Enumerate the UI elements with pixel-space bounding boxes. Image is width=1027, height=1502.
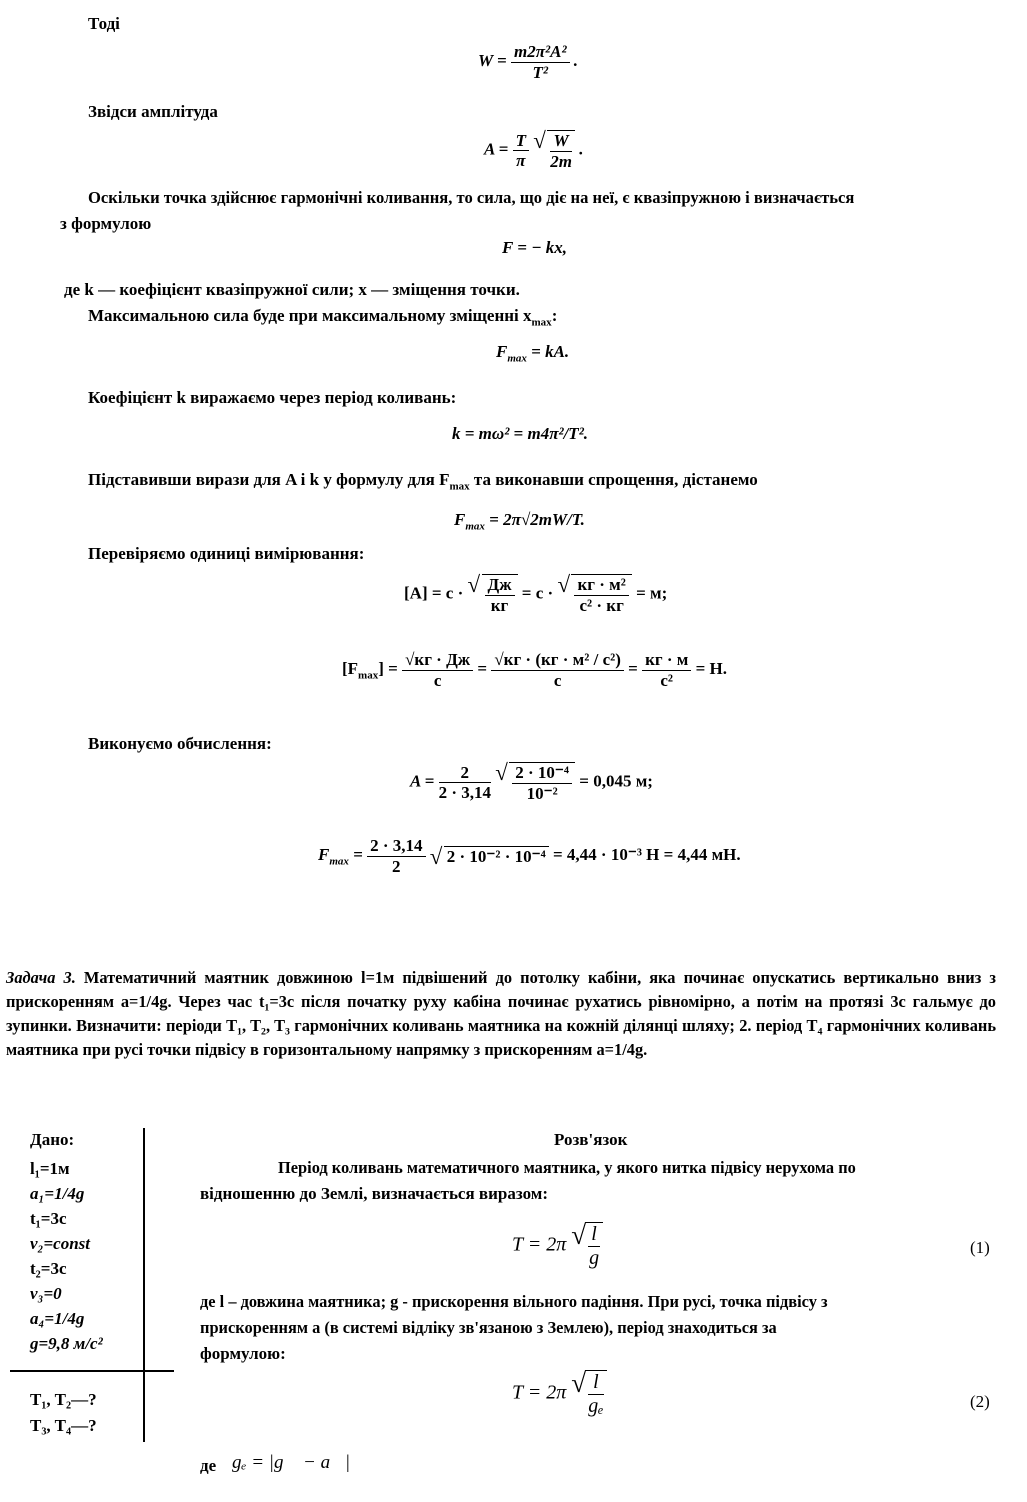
units-f-f1-num: √кг · Дж xyxy=(402,650,473,671)
task3-label: Задача 3. xyxy=(6,968,76,987)
equation-energy: W = $\frac{\text{m2π²A²}}{\text{T²}}$ . xyxy=(478,42,579,82)
calc-f-num: 2 · 3,14 xyxy=(367,836,425,857)
units-a-end: = м; xyxy=(636,583,668,603)
units-f-f3-num: кг · м xyxy=(642,650,691,671)
text-maks xyxy=(88,306,557,328)
units-f-f3-den: с² xyxy=(660,670,674,690)
equation-force: F = − kx, xyxy=(502,238,568,257)
calc-a-den: 2 · 3,14 xyxy=(438,783,492,803)
eq1-sqrt xyxy=(571,1222,603,1270)
equation-units-f: $[F_{max}]$ = $\frac{√кг \cdot Дж}{с}$ = $\frac{\text{√кг · (кг · м² / с²)}}{с}$ = $\frac{кг \cdot м}{\text{с²}}$ = Н. xyxy=(342,650,727,690)
pidst-sub: max xyxy=(449,480,470,493)
given-list xyxy=(30,1156,103,1356)
units-a-sqrt-1 xyxy=(468,574,518,615)
eq-fmax-rhs: = kA. xyxy=(531,342,570,361)
eq2-num: √ l xyxy=(588,1371,603,1395)
eq1-den: g xyxy=(589,1247,600,1269)
text-pidst xyxy=(88,470,758,492)
pidst-text: Підставивши вирази для A і k у формулу для F xyxy=(88,470,450,489)
equation-number-2: (2) xyxy=(970,1392,990,1411)
given-divider xyxy=(10,1370,174,1372)
eq1-lhs: T = 2π xyxy=(512,1233,567,1256)
units-f-end: = Н. xyxy=(695,658,727,678)
given-item: l₁=1м xyxy=(30,1159,70,1178)
units-f-lhs-end: ] = xyxy=(378,658,398,678)
eq-a-sqrt xyxy=(533,130,575,171)
equation-ge: gₑ = |g⃗ − a⃗| xyxy=(232,1452,351,1473)
calc-f-lhs: F xyxy=(318,844,330,864)
text-vykonuemo: Виконуємо обчислення: xyxy=(88,734,272,753)
eq2-den: gₑ xyxy=(588,1395,604,1417)
text-oskilky-2: з формулою xyxy=(60,214,152,233)
units-f-frac-1 xyxy=(402,650,473,690)
find-2: T₃, T₄—? xyxy=(30,1416,97,1435)
text-pereviryaemo: Перевіряємо одиниці вимірювання: xyxy=(88,544,365,563)
text-zvidsy: Звідси амплітуда xyxy=(88,102,218,121)
calc-f-frac xyxy=(367,836,425,876)
equation-calc-f xyxy=(318,836,741,876)
units-a-r1-den: кг xyxy=(490,595,509,615)
equation-k: k = mω² = m4π²/T². xyxy=(452,424,589,443)
calc-a-rad-frac xyxy=(512,763,572,803)
eq1-frac xyxy=(588,1223,600,1270)
solution-p2-line2: прискоренням a (в системі відліку зв'язаною з Землею), період знаходиться за xyxy=(200,1318,777,1337)
units-f-sub: max xyxy=(358,669,379,682)
equation-calc-a xyxy=(410,762,653,803)
eq2-frac xyxy=(588,1371,603,1418)
eq-a-rad-fraction xyxy=(550,131,572,171)
units-a-r1-num: √ Дж xyxy=(485,575,515,596)
equation-units-a xyxy=(404,574,667,615)
eq-a-fraction xyxy=(513,131,529,171)
eq-a-num: T xyxy=(513,131,529,152)
units-f-frac-2 xyxy=(491,650,624,690)
units-a-frac-2 xyxy=(574,575,628,615)
eq-w-num: m2π²A² xyxy=(511,42,570,63)
calc-f-sub: max xyxy=(329,855,349,868)
calc-a-frac xyxy=(439,763,491,803)
text-de-k: де k — коефіцієнт квазіпружної сили; x — зміщення точки. xyxy=(64,280,520,299)
calc-a-lhs: A = xyxy=(410,771,435,791)
units-a-sqrt-2 xyxy=(557,574,631,615)
eq-fmax-f: F xyxy=(496,342,508,361)
calc-f-end: = 4,44 · 10⁻³ Н = 4,44 мН. xyxy=(553,844,741,864)
solution-p2-line1: де l – довжина маятника; g - прискорення вільного падіння. При русі, точка підвісу з xyxy=(200,1292,828,1311)
calc-f-eq: = xyxy=(353,844,363,864)
eq-w-fraction xyxy=(511,42,570,82)
task3-text: Математичний маятник довжиною l=1м підвішений до потолку кабіни, яка починає опускатись вертикально вниз з прискоренням a=1/4g. Через час t₁=3с після початку руху кабіна починає рухатись рівномірно, а потім на протязі 3с гальмує до зупинки. Визначити: періоди T₁, T₂, T₃ гармонічних коливань маятника на кожній ділянці шляху; 2. період T₄ гармонічних коливань маятника при русі точки підвісу в горизонтальному напрямку з прискоренням a=1/4g. xyxy=(6,968,996,1059)
units-a-r2-num: √ кг · м² xyxy=(574,575,628,596)
calc-a-rad-den: 10⁻² xyxy=(526,783,558,803)
eq2-lhs: T = 2π xyxy=(512,1381,567,1404)
units-f-lhs: [F xyxy=(342,658,359,678)
eq-fmax-sub: max xyxy=(507,352,527,365)
maks-text: Максимальною сила буде при максимальному зміщенні x xyxy=(88,306,532,325)
solution-p2-line3: формулою: xyxy=(200,1344,286,1363)
equation-fmax xyxy=(496,342,569,364)
given-item: v₃=0 xyxy=(30,1284,62,1303)
eq-fmax2-f: F xyxy=(454,510,466,529)
eq-fmax2-sub: max xyxy=(465,520,485,533)
units-f-frac-3 xyxy=(642,650,691,690)
units-f-f2-num: √кг · (кг · м² / с²) xyxy=(491,650,624,671)
maks-sub: max xyxy=(531,316,552,329)
text-de: де xyxy=(200,1456,217,1475)
units-f-f1-den: с xyxy=(433,670,442,690)
maks-end: : xyxy=(551,306,558,325)
task3-statement xyxy=(6,966,996,1062)
units-a-frac-1 xyxy=(485,575,515,615)
pidst-end: та виконавши спрощення, дістанемо xyxy=(473,470,758,489)
equation-number-1: (1) xyxy=(970,1238,990,1257)
equation-period-2 xyxy=(512,1370,607,1418)
calc-a-sqrt xyxy=(495,762,575,803)
calc-f-den: 2 xyxy=(392,856,401,876)
calc-a-num: 2 xyxy=(439,763,491,784)
eq-a-lhs: A = xyxy=(484,139,509,159)
units-a-r2-den: с² · кг xyxy=(579,595,624,615)
given-item: a₁=1/4g xyxy=(30,1184,85,1203)
given-item: t₁=3с xyxy=(30,1209,67,1228)
calc-a-rad-num: √ 2 · 10⁻⁴ xyxy=(512,763,572,784)
eq-w-den: T² xyxy=(532,62,549,82)
eq-w-lhs: W = xyxy=(478,50,507,70)
eq1-num: √ l xyxy=(588,1223,600,1247)
units-a-mid: = с · xyxy=(521,583,554,603)
units-f-f2-den: с xyxy=(553,670,562,690)
given-item: t₂=3с xyxy=(30,1259,67,1278)
solution-title: Розв'язок xyxy=(554,1130,628,1149)
eq-a-den: π xyxy=(516,151,526,171)
calc-f-rad: 2 · 10⁻² · 10⁻⁴ xyxy=(444,846,549,867)
eq-a-rad-num: √ W xyxy=(550,131,572,152)
equation-fmax-2 xyxy=(454,510,585,532)
solution-p1-line1: Період коливань математичного маятника, у якого нитка підвісу нерухома по xyxy=(278,1158,856,1177)
given-item: a₄=1/4g xyxy=(30,1309,85,1328)
given-vertical-line xyxy=(143,1128,145,1442)
units-a-lhs: [A] = с · xyxy=(404,583,464,603)
find-1: T₁, T₂—? xyxy=(30,1390,97,1409)
given-title: Дано: xyxy=(30,1130,75,1149)
equation-period-1 xyxy=(512,1222,603,1270)
eq2-sqrt xyxy=(571,1370,606,1418)
calc-a-end: = 0,045 м; xyxy=(579,771,653,791)
eq-fmax2-rhs: = 2π√2mW/T. xyxy=(489,510,585,529)
calc-f-sqrt xyxy=(430,846,549,867)
given-item: v₂=const xyxy=(30,1234,90,1253)
text-todi: Тоді xyxy=(88,14,120,33)
text-oskilky-1: Оскільки точка здійснює гармонічні коливання, то сила, що діє на неї, є квазіпружною і визначається xyxy=(88,188,855,207)
text-koef: Коефіцієнт k виражаємо через період коливань: xyxy=(88,388,457,407)
equation-amplitude: A = $\frac{T}{\pi}$ √ $\frac{W}{2m}$ . xyxy=(484,130,583,171)
solution-p1-line2: відношенню до Землі, визначається виразом: xyxy=(200,1184,549,1203)
eq-a-rad-den: 2m xyxy=(550,151,572,171)
given-item: g=9,8 м/с² xyxy=(30,1334,103,1353)
